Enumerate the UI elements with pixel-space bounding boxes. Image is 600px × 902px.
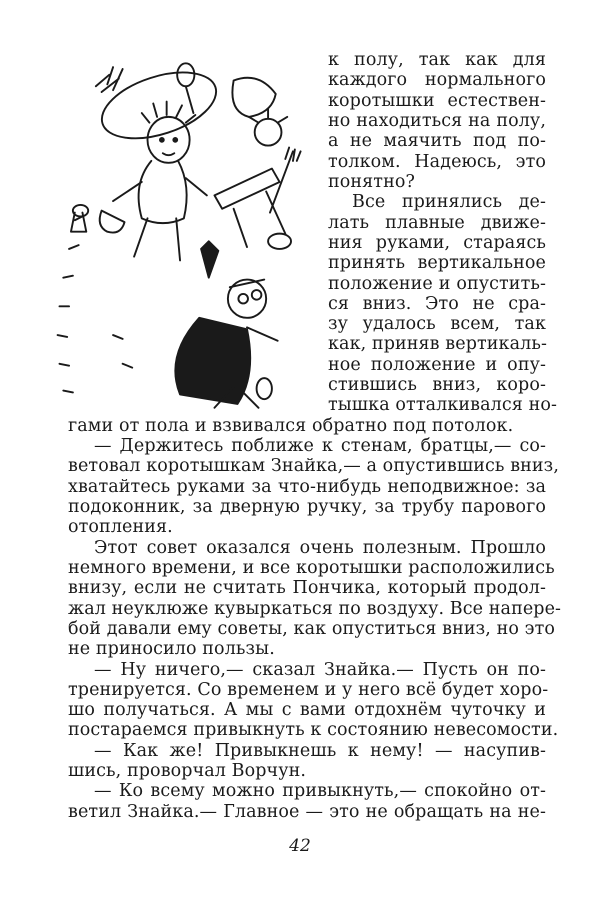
text-line: постараемся привыкнуть к состоянию невесомости. xyxy=(68,720,559,741)
motion-lines xyxy=(58,216,133,392)
spoon-bottom xyxy=(257,378,272,399)
text-line: отопления. xyxy=(68,517,173,538)
text-line: тренируется. Со временем и у него всё будет хоро- xyxy=(68,679,549,700)
text-line: понятно? xyxy=(328,171,415,192)
text-line: шо получаться. А мы с вами отдохнём чуточку и xyxy=(68,700,546,721)
girl-dress xyxy=(232,78,275,117)
text-line: — Ко всему можно привыкнуть,— спокойно от- xyxy=(94,781,546,802)
text-line: немного времени, и все коротышки расположились xyxy=(68,557,555,578)
text-line: Все принялись де- xyxy=(352,192,546,213)
text-line: бой давали ему советы, как опуститься вниз, но это xyxy=(68,618,556,639)
text-line: — Как же! Привыкнешь к нему! — насупив- xyxy=(94,740,546,761)
illustration-drawing xyxy=(40,48,322,410)
text-line: принять вертикальное xyxy=(328,253,546,274)
text-line: каждого нормального xyxy=(328,70,546,91)
text-line: зу удалось всем, так xyxy=(328,314,546,335)
text-line: ветовал коротышкам Знайка,— а опустившись вниз, xyxy=(68,456,559,477)
text-line: положение и опустить- xyxy=(328,273,546,294)
text-line: но находиться на полу, xyxy=(328,110,546,131)
tassel xyxy=(96,67,123,92)
text-line: — Держитесь поближе к стенам, братцы,— со- xyxy=(94,436,546,456)
text-line: шись, проворчал Ворчун. xyxy=(68,761,307,782)
text-line: коротышки естествен- xyxy=(328,90,546,111)
text-line: лать плавные движе- xyxy=(328,212,546,233)
text-line: не приносило пользы. xyxy=(68,639,275,660)
fork xyxy=(270,148,301,213)
text-line: к полу, так как для xyxy=(328,50,546,70)
stool xyxy=(214,169,279,209)
illustration-floating-shorties xyxy=(40,48,322,410)
man-suit xyxy=(175,318,250,404)
page-number: 42 xyxy=(289,836,311,856)
text-line: ся вниз. Это не сра- xyxy=(328,293,546,314)
text-line: а не маячить под по- xyxy=(328,131,546,152)
text-line: тышка отталкивался но- xyxy=(328,395,557,416)
text-line: ное положение и опу- xyxy=(328,354,546,375)
text-line: толком. Надеюсь, это xyxy=(328,151,546,172)
boy-body xyxy=(139,161,187,223)
text-line: стившись вниз, коро- xyxy=(328,375,546,396)
spoon-top xyxy=(177,63,194,86)
text-line: — Ну ничего,— сказал Знайка.— Пусть он по- xyxy=(94,659,546,680)
text-line: Этот совет оказался очень полезным. Прошло xyxy=(94,537,546,558)
text-line: как, приняв вертикаль- xyxy=(328,334,547,355)
text-line: ния руками, стараясь xyxy=(328,232,546,253)
text-line: хватайтесь руками за что-нибудь неподвижное: за xyxy=(68,476,546,497)
text-line: гами от пола и взвивался обратно под потолок. xyxy=(68,415,514,436)
text-line: жал неуклюже кувыркаться по воздуху. Все напере- xyxy=(68,598,562,619)
text-line: подоконник, за дверную ручку, за трубу парового xyxy=(68,496,546,517)
text-line: ветил Знайка.— Главное — это не обращать на не- xyxy=(68,801,546,822)
hat-brim xyxy=(94,60,225,151)
text-line: внизу, если не считать Пончика, который продол- xyxy=(68,578,546,599)
cup xyxy=(100,211,125,233)
